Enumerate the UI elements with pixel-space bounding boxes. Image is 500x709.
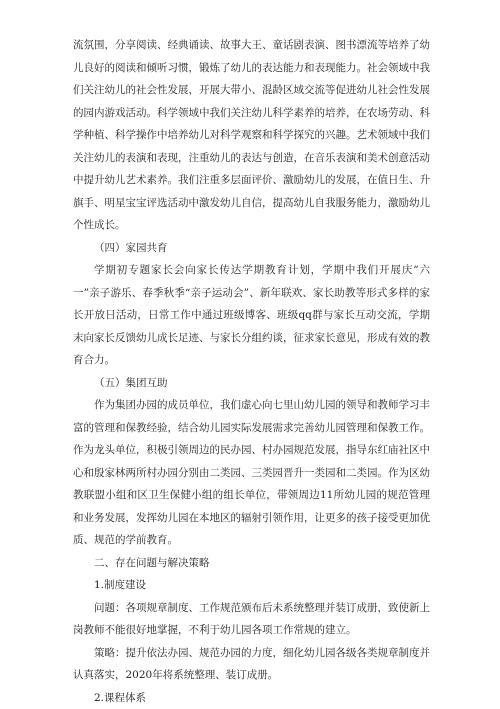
heading-curriculum-system: 2.课程体系 xyxy=(73,687,430,709)
heading-problems-and-strategies: 二、存在问题与解决策略 xyxy=(73,552,430,575)
paragraph-domain-activities: 流氛围，分享阅读、经典诵读、故事大王、童话剧表演、图书漂流等培养了幼儿良好的阅读和倾听习惯，锻炼了幼儿的表达能力和表现能力。社会领域中我们关注幼儿的社会性发展，开展大带小、混龄区域交流等促进幼儿社会性发展的园内游戏活动。科学领域中我们关注幼儿科学素养的培养，在农场劳动、科学种植、科学操作中培养幼儿对科学观察和科学探究的兴趣。艺术领域中我们关注幼儿的表演和表现，注重幼儿的表达与创造，在音乐表演和美术创意活动中提升幼儿艺术素养。我们注重多层面评价、激励幼儿的发展，在值日生、升旗手、明星宝宝评选活动中激发幼儿自信，提高幼儿自我服务能力，激励幼儿个性成长。 xyxy=(73,34,430,237)
paragraph-home-school-cooperation: 学期初专题家长会向家长传达学期教育计划，学期中我们开展庆“六一”亲子游乐、春季秋季“亲子运动会”、新年联欢、家长助教等形式多样的家长开放日活动，日常工作中通过班级博客、班级qq群与家长互动交流，学期末向家长反馈幼儿成长足迹、与家长分组约谈，征求家长意见，形成有效的教育合力。 xyxy=(73,259,430,372)
heading-group-mutual-aid: （五）集团互助 xyxy=(73,372,430,395)
paragraph-group-mutual-aid: 作为集团办园的成员单位，我们虚心向七里山幼儿园的领导和教师学习丰富的管理和保教经验，结合幼儿园实际发展需求完善幼儿园管理和保教工作。作为龙头单位，积极引领周边的民办园、村办园规范发展，指导东红庙社区中心和殷家林两所村办园分别由二类园、三类园晋升一类园和二类园。作为区幼教联盟小组和区卫生保健小组的组长单位，带领周边11所幼儿园的规范管理和业务发展，发挥幼儿园在本地区的辐射引领作用，让更多的孩子接受更加优质、规范的学前教育。 xyxy=(73,394,430,552)
document-body xyxy=(73,34,430,709)
paragraph-strategy: 策略：提升依法办园、规范办园的力度，细化幼儿园各级各类规章制度并认真落实，2020年将系统整理、装订成册。 xyxy=(73,642,430,687)
heading-home-school-cooperation: （四）家园共育 xyxy=(73,237,430,260)
paragraph-problem: 问题：各项规章制度、工作规范颁布后未系统整理并装订成册，致使新上岗教师不能很好地掌握，不利于幼儿园各项工作常规的建立。 xyxy=(73,597,430,642)
heading-system-construction: 1.制度建设 xyxy=(73,574,430,597)
